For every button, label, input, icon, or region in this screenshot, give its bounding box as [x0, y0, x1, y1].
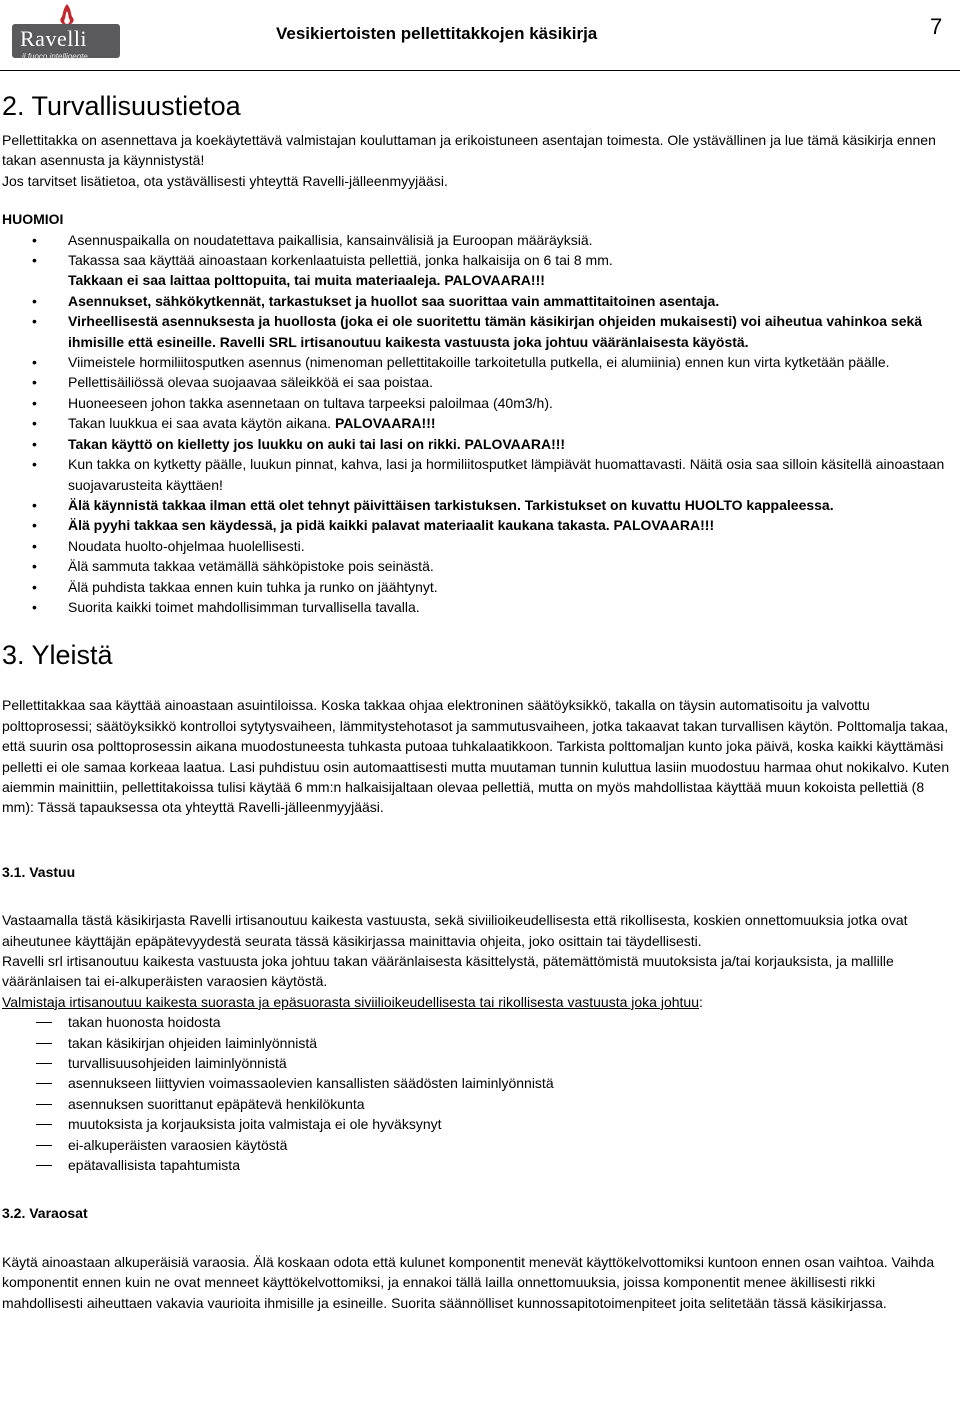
section-3-1-liability-intro: Valmistaja irtisanoutuu kaikesta suorasta ja epäsuorasta siviilioikeudellisesta tai rikollisesta vastuusta joka johtuu: — [2, 993, 703, 1010]
flame-icon — [52, 4, 82, 26]
section-3-body: Pellettitakkaa saa käyttää ainoastaan asuintiloissa. Koska takkaa ohjaa elektroninen säätöyksikkö, takalla on täysin automatisoitu ja valvottu polttoprosessi; säätöyksikkö kontrolloi sytytysvaiheen, lämmitystehotasot ja sammutusvaiheen, jotka takaavat takan turvallisen käytön. Polttomalja takaa, että suurin osa polttoprosessin aikana muodostuneesta tuhkasta putoaa tuhkalaatikkoon. Tarkista polttomaljan kunto joka päivä, koska kaikki käyttämäsi pelletti ei ole samaa korkeaa laatua. Lasi puhdistuu osin automaattisesti mutta muutaman tunnin kuluttua lasiin muodostuu harmaa ohut nokikalvo. Kuten aiemmin mainittiin, pellettitakoissa tulisi käytää 6 mm:n halkaisijaltaan olevaa pellettiä, mutta on myös mahdollistaa käyttää muun kokoista pellettiä (8 mm): Tässä tapauksessa ota yhteyttä Ravelli-jälleenmyyjääsi. — [2, 697, 950, 816]
header-divider — [0, 70, 960, 71]
logo-wordmark: Ravelli — [20, 26, 88, 51]
list-item: • Takassa saa käyttää ainoastaan korkenlaatuista pellettiä, jonka halkaisija on 6 tai 8 mm. Takkaan ei saa laittaa polttopuita, tai muita materiaaleja. PALOVAARA!!! — [2, 250, 950, 291]
list-item: • Takan käyttö on kielletty jos luukku on auki tai lasi on rikki. PALOVAARA!!! — [2, 434, 950, 454]
list-item: • Virheellisestä asennuksesta ja huollosta (joka ei ole suoritettu tämän käsikirjan ohjeiden mukaisesti) voi aiheutua vahinkoa sekä ihmisille että esineille. Ravelli SRL irtisanoutuu kaikesta vastuusta joka johtuu vääränlaisesta käyöstä. — [2, 311, 950, 352]
list-item: takan huonosta hoidosta — [2, 1012, 950, 1032]
list-item: • Asennukset, sähkökytkennät, tarkastukset ja huollot saa suorittaa vain ammattitaitoinen asentaja. — [2, 291, 950, 311]
list-item: asennukseen liittyvien voimassaolevien kansallisten säädösten laiminlyönnistä — [2, 1073, 950, 1093]
list-item: • Pellettisäiliössä olevaa suojaavaa säleikköä ei saa poistaa. — [2, 372, 950, 392]
list-item: • Asennuspaikalla on noudatettava paikallisia, kansainvälisiä ja Euroopan määräyksiä. — [2, 230, 950, 250]
page-content — [2, 86, 950, 1313]
list-item: turvallisuusohjeiden laiminlyönnistä — [2, 1053, 950, 1073]
list-item: • Suorita kaikki toimet mahdollisimman turvallisella tavalla. — [2, 597, 950, 617]
section-2-intro-1: Pellettitakka on asennettava ja koekäytettävä valmistajan kouluttaman ja erikoistuneen asentajan toimesta. Ole ystävällinen ja lue tämä käsikirja ennen takan asennusta ja käynnistystä! — [2, 132, 936, 169]
section-3-1-para-1: Vastaamalla tästä käsikirjasta Ravelli irtisanoutuu kaikesta vastuusta, sekä siviilioikeudellisesta että rikollisesta, koskien onnettomuuksia jotka ovat aiheutunee käyttäjän epäpätevyydestä seurata tässä käsikirjassa mainittavia ohjeita, joko osittain tai täydellisesti. — [2, 912, 908, 949]
section-3-1-para-2: Ravelli srl irtisanoutuu kaikesta vastuusta joka johtuu takan vääränlaisesta käsittelystä, pätemättömistä muutoksista ja/tai korjauksista, ja mallille vääränlaisen tai ei-alkuperäisten varaosien käytöstä. — [2, 953, 894, 990]
liability-list — [2, 1012, 950, 1175]
list-item: • Älä sammuta takkaa vetämällä sähköpistoke pois seinästä. — [2, 556, 950, 576]
section-3-heading: 3. Yleistä — [2, 640, 113, 671]
page-number: 7 — [930, 14, 943, 39]
safety-list — [2, 230, 950, 618]
note-label: HUOMIOI — [2, 211, 64, 228]
document-title: Vesikiertoisten pellettitakkojen käsikirja — [276, 24, 598, 43]
section-3-2-heading: 3.2. Varaosat — [2, 1205, 88, 1222]
logo-tagline: il fuoco intelligente — [22, 52, 88, 61]
section-2-intro-2: Jos tarvitset lisätietoa, ota ystävällisesti yhteyttä Ravelli-jälleenmyyjääsi. — [2, 172, 448, 189]
list-item: • Takan luukkua ei saa avata käytön aikana. PALOVAARA!!! — [2, 413, 950, 433]
list-item: • Viimeistele hormiliitosputken asennus (nimenoman pellettitakoille tarkoitetulla putkella, ei alumiinia) ennen kun virta kytketään päälle. — [2, 352, 950, 372]
list-item: muutoksista ja korjauksista joita valmistaja ei ole hyväksynyt — [2, 1114, 950, 1134]
ravelli-logo — [12, 4, 120, 62]
section-3-1-heading: 3.1. Vastuu — [2, 863, 76, 880]
list-item: • Kun takka on kytketty päälle, luukun pinnat, kahva, lasi ja hormiliitosputket lämpiävät huomattavasti. Näitä osia saa silloin käsitellä ainoastaan suojavarusteita käyttäen! — [2, 454, 950, 495]
list-item: ei-alkuperäisten varaosien käytöstä — [2, 1135, 950, 1155]
section-3-2-body: Käytä ainoastaan alkuperäisiä varaosia. Älä koskaan odota että kulunet komponentit menevät käyttökelvottomiksi kuntoon ennen osan vaihtoa. Vaihda komponentit ennen kuin ne ovat menneet käyttökelvottomiksi, ja ennakoi tällä lailla onnettomuuksia, joissa komponentit menee äkillisesti rikki mahdollisesti aiheuttaen vakavia vaurioita ihmisille ja esineille. Suorita säännölliset kunnossapitotoimenpiteet joita selitetään tässä käsikirjassa. — [2, 1253, 935, 1311]
list-item: • Huoneeseen johon takka asennetaan on tultava tarpeeksi paloilmaa (40m3/h). — [2, 393, 950, 413]
list-item: • Noudata huolto-ohjelmaa huolellisesti. — [2, 536, 950, 556]
section-2-heading: 2. Turvallisuustietoa — [2, 91, 241, 121]
list-item: • Älä käynnistä takkaa ilman että olet tehnyt päivittäisen tarkistuksen. Tarkistukset on kuvattu HUOLTO kappaleessa. — [2, 495, 950, 515]
list-item: • Älä pyyhi takkaa sen käydessä, ja pidä kaikki palavat materiaalit kaukana takasta. PALOVAARA!!! — [2, 515, 950, 535]
list-item: asennuksen suorittanut epäpätevä henkilökunta — [2, 1094, 950, 1114]
list-item: takan käsikirjan ohjeiden laiminlyönnistä — [2, 1033, 950, 1053]
list-item: epätavallisista tapahtumista — [2, 1155, 950, 1175]
list-item: • Älä puhdista takkaa ennen kuin tuhka ja runko on jäähtynyt. — [2, 577, 950, 597]
